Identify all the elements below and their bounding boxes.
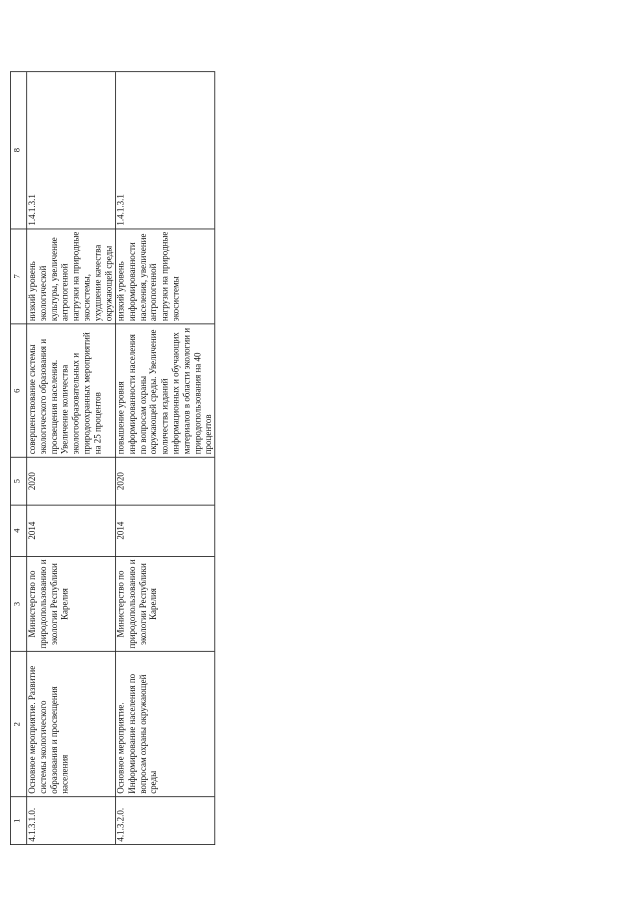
measure-name: Основное мероприятие. Развитие системы экологического образования и просвещения населения bbox=[26, 651, 115, 796]
table-row bbox=[26, 72, 116, 844]
header-col-7: 7 bbox=[11, 228, 26, 324]
header-col-6: 6 bbox=[11, 324, 26, 457]
responsible-executor: Министерство по природопользованию и экологии Республики Карелия bbox=[115, 556, 214, 652]
end-year: 2020 bbox=[115, 457, 214, 505]
header-col-8: 8 bbox=[12, 148, 22, 153]
data-table bbox=[10, 71, 215, 845]
expected-result: совершенствование системы экологического образования и просвещения населения. Увеличение количества экологообразовательных и природоохранных мероприятий на 25 процентов bbox=[26, 324, 115, 457]
start-year: 2014 bbox=[26, 505, 115, 556]
table-row bbox=[115, 72, 214, 844]
start-year: 2014 bbox=[115, 505, 214, 556]
row-number: 4.1.3.1.0. bbox=[26, 796, 115, 844]
header-col-5: 5 bbox=[11, 457, 26, 505]
header-col-4: 4 bbox=[11, 505, 26, 556]
end-year: 2020 bbox=[26, 457, 115, 505]
non-implementation-consequence: низкий уровень экологической культуры, увеличение антропогенной нагрузки на природные экосистемы, ухудшение качества окружающей среды bbox=[26, 228, 115, 324]
indicator-link: 1.4.1.3.1 bbox=[27, 194, 38, 226]
header-col-2: 2 bbox=[11, 651, 26, 796]
responsible-executor: Министерство по природопользованию и экологии Республики Карелия bbox=[26, 556, 115, 652]
measure-name: Основное мероприятие. Информирование населения по вопросам охраны окружающей среды bbox=[115, 651, 214, 796]
expected-result: повышение уровня информированности населения по вопросам охраны окружающей среды. Увеличение количества изданий информационных и обучающих материалов в области экологии и природопользования на 40 процентов bbox=[115, 324, 214, 457]
indicator-link: 1.4.1.3.1 bbox=[116, 194, 127, 226]
table-header-row bbox=[11, 72, 27, 844]
row-number: 4.1.3.2.0. bbox=[115, 796, 214, 844]
rotated-table-page bbox=[10, 71, 557, 845]
header-col-1: 1 bbox=[11, 796, 26, 844]
header-col-3: 3 bbox=[11, 556, 26, 652]
non-implementation-consequence: низкий уровень информированности населения, увеличение антропогенной нагрузки на природные экосистемы bbox=[115, 228, 214, 324]
